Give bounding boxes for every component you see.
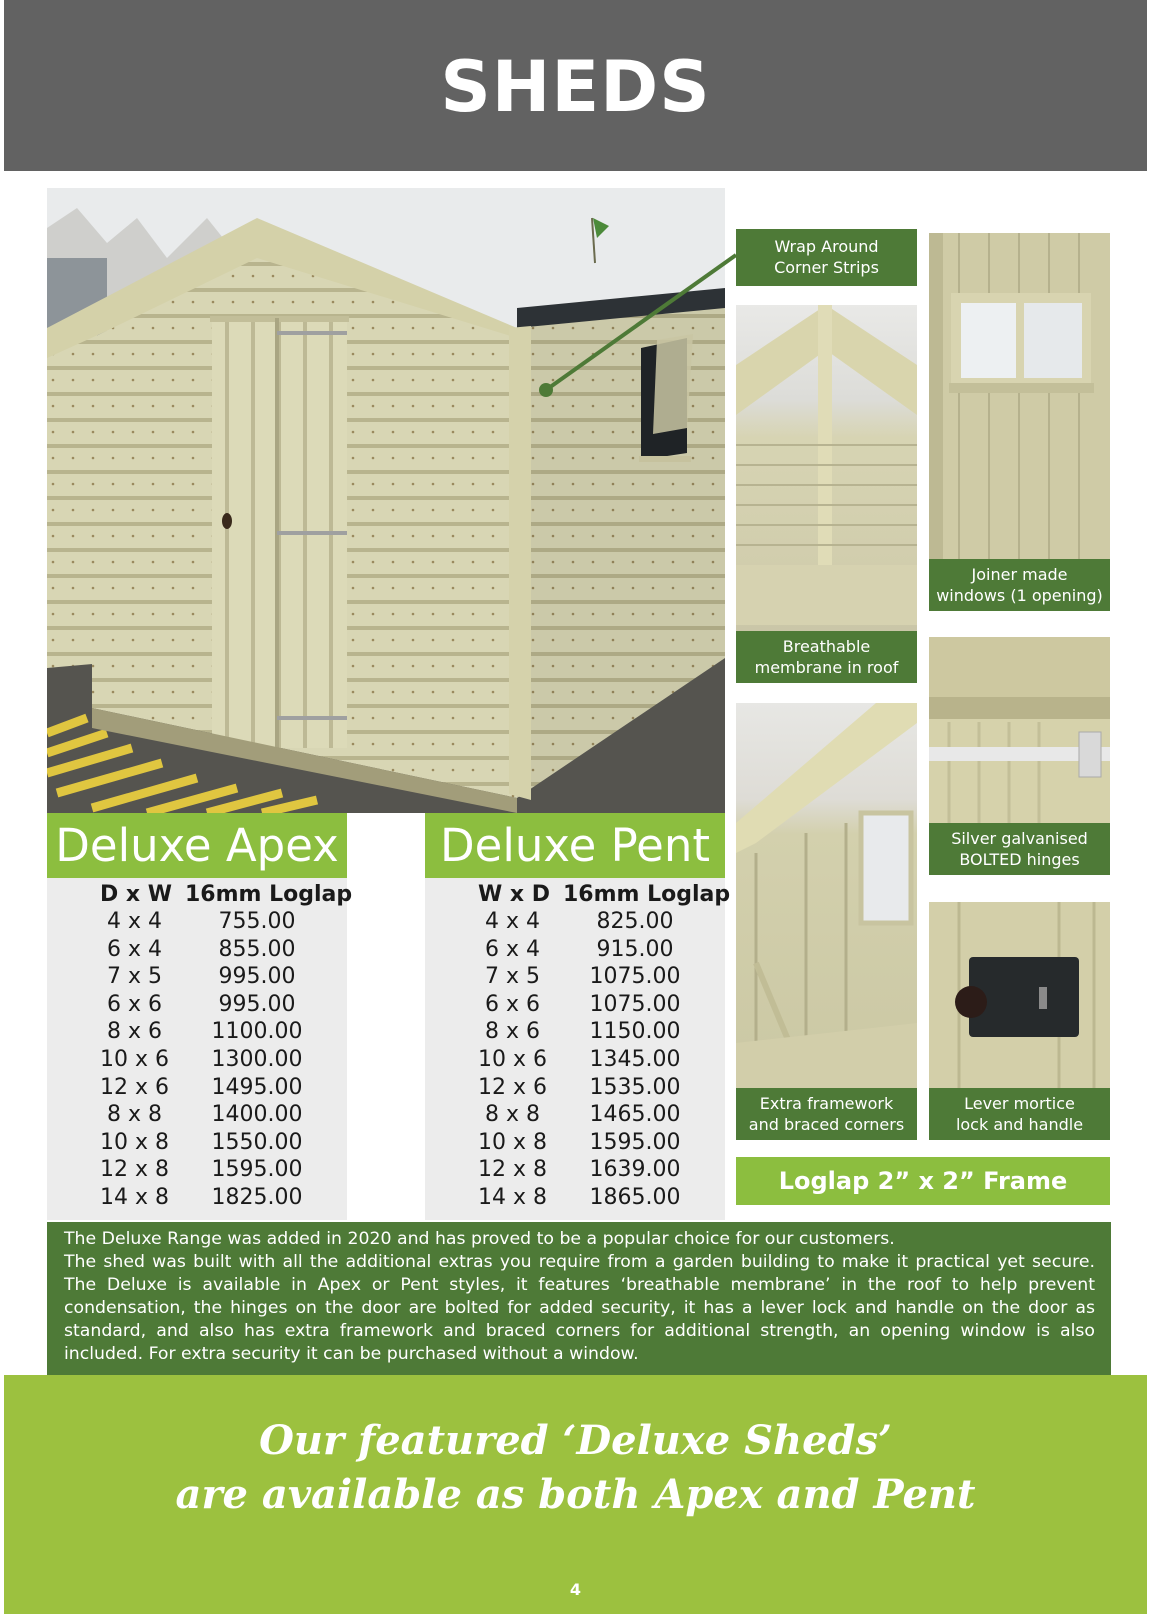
table-row xyxy=(47,909,347,937)
table-row xyxy=(425,1130,725,1158)
membrane-photo xyxy=(736,305,917,683)
row-size: 8 x 8 xyxy=(107,1102,162,1128)
pent-rows xyxy=(425,909,725,1213)
row-size: 12 x 8 xyxy=(100,1157,169,1183)
row-price: 1550.00 xyxy=(211,1129,303,1155)
row-size: 7 x 5 xyxy=(107,964,162,990)
slogan-line-2: are available as both Apex and Pent xyxy=(175,1471,976,1518)
framework-caption xyxy=(736,1088,917,1140)
table-row xyxy=(47,1102,347,1130)
wrap-around-label xyxy=(736,229,917,286)
table-row xyxy=(47,1130,347,1158)
joiner-caption-line-2: windows (1 opening) xyxy=(936,586,1103,605)
slogan-line-1: Our featured ‘Deluxe Sheds’ xyxy=(259,1417,892,1464)
row-price: 1300.00 xyxy=(211,1046,303,1072)
row-price: 1595.00 xyxy=(589,1129,681,1155)
row-price: 855.00 xyxy=(218,936,296,962)
row-price: 1465.00 xyxy=(589,1102,681,1128)
row-price: 1865.00 xyxy=(589,1184,681,1210)
membrane-caption-line-1: Breathable xyxy=(782,637,871,656)
membrane-tile xyxy=(736,305,917,683)
table-row xyxy=(425,909,725,937)
table-row xyxy=(47,1157,347,1185)
shed-illustration xyxy=(47,188,725,813)
row-size: 8 x 8 xyxy=(485,1102,540,1128)
lock-caption-line-2: lock and handle xyxy=(955,1115,1084,1134)
table-row xyxy=(425,964,725,992)
row-size: 8 x 6 xyxy=(107,1019,162,1045)
table-row xyxy=(425,992,725,1020)
row-size: 6 x 4 xyxy=(485,936,540,962)
row-size: 6 x 6 xyxy=(107,991,162,1017)
framework-caption-line-1: Extra framework xyxy=(759,1094,894,1113)
row-size: 6 x 4 xyxy=(107,936,162,962)
row-price: 1075.00 xyxy=(589,964,681,990)
joiner-caption-line-1: Joiner made xyxy=(971,565,1068,584)
description-intro: The Deluxe Range was added in 2020 and has proved to be a popular choice for our customers. xyxy=(64,1229,895,1249)
wrap-around-line-2: Corner Strips xyxy=(774,258,879,277)
row-size: 12 x 6 xyxy=(100,1074,169,1100)
table-row xyxy=(425,1075,725,1103)
table-row xyxy=(47,964,347,992)
row-size: 12 x 8 xyxy=(478,1157,547,1183)
apex-price-table xyxy=(47,813,353,1220)
table-row xyxy=(47,1019,347,1047)
framework-photo xyxy=(736,703,917,1140)
row-size: 6 x 6 xyxy=(485,991,540,1017)
row-price: 1595.00 xyxy=(211,1157,303,1183)
row-size: 4 x 4 xyxy=(107,909,162,934)
framework-caption-line-2: and braced corners xyxy=(748,1115,905,1134)
row-price: 995.00 xyxy=(218,964,296,990)
hinges-caption-line-2: BOLTED hinges xyxy=(959,850,1080,869)
table-row xyxy=(47,992,347,1020)
row-price: 1100.00 xyxy=(211,1019,303,1045)
row-price: 825.00 xyxy=(596,909,674,934)
row-price: 995.00 xyxy=(218,991,296,1017)
row-price: 1150.00 xyxy=(589,1019,681,1045)
table-row xyxy=(47,937,347,965)
row-size: 7 x 5 xyxy=(485,964,540,990)
apex-price-header: 16mm Loglap xyxy=(185,882,353,907)
row-size: 4 x 4 xyxy=(485,909,540,934)
wrap-around-line-1: Wrap Around xyxy=(774,237,879,256)
lock-caption-line-1: Lever mortice xyxy=(964,1094,1075,1113)
row-price: 755.00 xyxy=(218,909,296,934)
row-size: 14 x 8 xyxy=(478,1184,547,1210)
row-price: 1825.00 xyxy=(211,1184,303,1210)
table-row xyxy=(47,1075,347,1103)
lock-caption xyxy=(929,1088,1110,1140)
row-size: 10 x 6 xyxy=(100,1046,169,1072)
hinges-caption-line-1: Silver galvanised xyxy=(951,829,1088,848)
table-row xyxy=(425,937,725,965)
page-number: 4 xyxy=(569,1580,582,1599)
footer-banner xyxy=(4,1375,1147,1614)
table-row xyxy=(425,1102,725,1130)
table-row xyxy=(425,1047,725,1075)
table-row xyxy=(425,1019,725,1047)
lock-tile xyxy=(929,902,1110,1140)
row-price: 1495.00 xyxy=(211,1074,303,1100)
page-title: SHEDS xyxy=(440,46,711,128)
framework-tile xyxy=(736,703,917,1140)
row-price: 1639.00 xyxy=(589,1157,681,1183)
pent-price-table xyxy=(425,813,731,1220)
apex-size-header: D x W xyxy=(100,882,173,907)
row-price: 1400.00 xyxy=(211,1102,303,1128)
row-size: 10 x 8 xyxy=(100,1129,169,1155)
row-size: 10 x 6 xyxy=(478,1046,547,1072)
pent-size-header: W x D xyxy=(478,882,551,907)
row-price: 1345.00 xyxy=(589,1046,681,1072)
hinges-caption xyxy=(929,823,1110,875)
description-body: The shed was built with all the additional extras you require from a garden building to make it practical yet secure. The Deluxe is available in Apex or Pent styles, it features ‘breathable membrane’ in the roof to help prevent condensation, the hinges on the door are bolted for added security, it has a lever lock and handle on the door as standard, and also has extra framework and braced corners for additional strength, an opening window is also included. For extra security it can be purchased without a window. xyxy=(64,1252,1095,1364)
pent-title: Deluxe Pent xyxy=(425,813,725,878)
row-size: 8 x 6 xyxy=(485,1019,540,1045)
table-row xyxy=(47,1047,347,1075)
row-size: 12 x 6 xyxy=(478,1074,547,1100)
pent-price-header: 16mm Loglap xyxy=(563,882,731,907)
description-box xyxy=(47,1222,1111,1375)
apex-rows xyxy=(47,909,347,1213)
row-price: 1075.00 xyxy=(589,991,681,1017)
table-row xyxy=(47,1185,347,1213)
apex-title: Deluxe Apex xyxy=(47,813,347,878)
table-row xyxy=(425,1157,725,1185)
table-row xyxy=(425,1185,725,1213)
window-photo xyxy=(929,233,1110,611)
main-shed-photo xyxy=(47,188,725,813)
membrane-caption xyxy=(736,631,917,683)
row-price: 915.00 xyxy=(596,936,674,962)
window-tile xyxy=(929,233,1110,611)
row-size: 14 x 8 xyxy=(100,1184,169,1210)
header-banner xyxy=(4,0,1147,171)
row-size: 10 x 8 xyxy=(478,1129,547,1155)
joiner-caption xyxy=(929,559,1110,611)
membrane-caption-line-2: membrane in roof xyxy=(754,658,899,677)
hinges-tile xyxy=(929,637,1110,875)
loglap-frame-label: Loglap 2” x 2” Frame xyxy=(736,1157,1110,1205)
row-price: 1535.00 xyxy=(589,1074,681,1100)
